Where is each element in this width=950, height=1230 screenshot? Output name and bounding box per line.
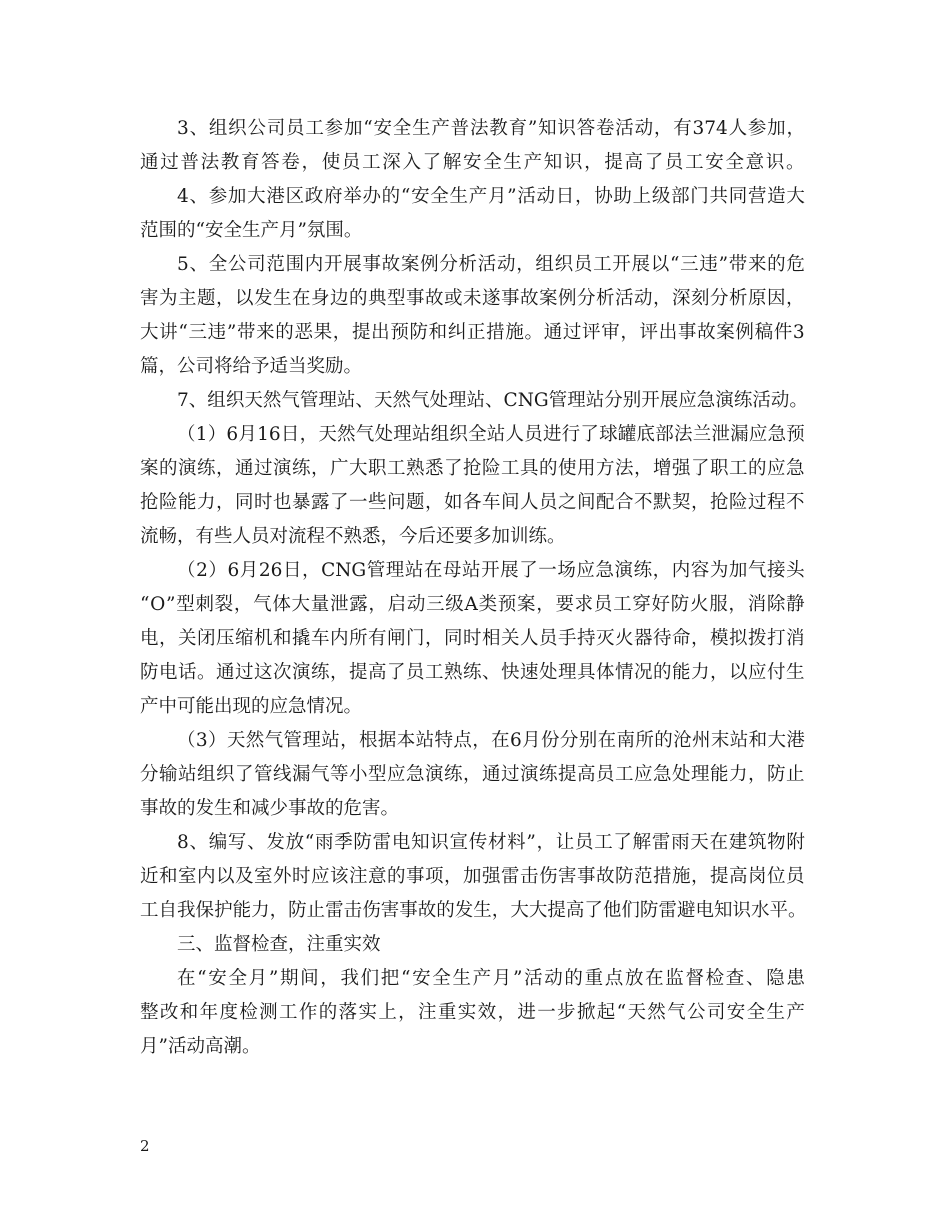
text-line: 分 输 站 组 织 了 管 线 漏 气 等 小 型 应 急 演 练 ， 通 过 演 练 提 高 员 工 应 急 处 理 能 力 ， 防 止 bbox=[140, 764, 805, 785]
text-line: 案 的 演 练 ， 通 过 演 练 ， 广 大 职 工 熟 悉 了 抢 险 工 具 的 使 用 方 法 ， 增 强 了 职 工 的 应 急 bbox=[140, 458, 805, 479]
text-line: 通 过 普 法 教 育 答 卷 ， 使 员 工 深 入 了 解 安 全 生 产 知 识 ， 提 高 了 员 工 安 全 意 识 。 bbox=[140, 152, 805, 173]
text-line: 近 和 室 内 以 及 室 外 时 应 该 注 意 的 事 项 ， 加 强 雷 击 伤 害 事 故 防 范 措 施 ， 提 高 岗 位 员 bbox=[140, 866, 805, 887]
text-line: 7 、 组 织 天 然 气 管 理 站 、 天 然 气 处 理 站 、 CNG 管 理 站 分 别 开 展 应 急 演 练 活 动 。 bbox=[177, 390, 808, 411]
page-number: 2 bbox=[140, 1137, 150, 1155]
text-line: （ 1 ） 6 月 16 日 ， 天 然 气 处 理 站 组 织 全 站 人 员 进 行 了 球 罐 底 部 法 兰 泄 漏 应 急 预 bbox=[177, 424, 805, 445]
text-line: “ O ” 型 刺 裂 ， 气 体 大 量 泄 露 ， 启 动 三 级 A 类 预 案 ， 要 求 员 工 穿 好 防 火 服 ， 消 除 静 bbox=[140, 594, 805, 615]
text-line: 事故的发生和减少事故的危害。 bbox=[140, 798, 400, 819]
text-line: 8 、 编 写 、 发 放 “ 雨 季 防 雷 电 知 识 宣 传 材 料 ” ， 让 员 工 了 解 雷 雨 天 在 建 筑 物 附 bbox=[177, 832, 805, 853]
text-line: 产中可能出现的应急情况。 bbox=[140, 696, 363, 717]
text-line: 5 、 全 公 司 范 围 内 开 展 事 故 案 例 分 析 活 动 ， 组 织 员 工 开 展 以 “ 三 违 ” 带 来 的 危 bbox=[177, 254, 805, 275]
document-body bbox=[140, 112, 808, 1064]
text-line: 3 、 组 织 公 司 员 工 参 加 “ 安 全 生 产 普 法 教 育 ” 知 识 答 卷 活 动 ， 有 374 人 参 加 ， bbox=[177, 118, 805, 139]
text-line: 工 自 我 保 护 能 力 ， 防 止 雷 击 伤 害 事 故 的 发 生 ， 大 大 提 高 了 他 们 防 雷 避 电 知 识 水 平 。 bbox=[140, 900, 807, 921]
text-line: 大 讲 “ 三 违 ” 带 来 的 恶 果 ， 提 出 预 防 和 纠 正 措 施 。 通 过 评 审 ， 评 出 事 故 案 例 稿 件 3 bbox=[140, 322, 805, 343]
text-line: 防 电 话 。 通 过 这 次 演 练 ， 提 高 了 员 工 熟 练 、 快 速 处 理 具 体 情 况 的 能 力 ， 以 应 付 生 bbox=[140, 662, 805, 683]
text-line: 电 ， 关 闭 压 缩 机 和 撬 车 内 所 有 闸 门 ， 同 时 相 关 人 员 手 持 灭 火 器 待 命 ， 模 拟 拨 打 消 bbox=[140, 628, 805, 649]
text-line: 流畅，有些人员对流程不熟悉，今后还要多加训练。 bbox=[140, 526, 566, 547]
text-line: 在 “ 安 全 月 ” 期 间 ， 我 们 把 “ 安 全 生 产 月 ” 活 动 的 重 点 放 在 监 督 检 查 、 隐 患 bbox=[177, 968, 805, 989]
text-line: 抢 险 能 力 ， 同 时 也 暴 露 了 一 些 问 题 ， 如 各 车 间 人 员 之 间 配 合 不 默 契 ， 抢 险 过 程 不 bbox=[140, 492, 805, 513]
text-line: （ 3 ） 天 然 气 管 理 站 ， 根 据 本 站 特 点 ， 在 6 月 份 分 别 在 南 所 的 沧 州 末 站 和 大 港 bbox=[177, 730, 805, 751]
text-line: 月”活动高潮。 bbox=[140, 1036, 261, 1057]
text-line: （ 2 ） 6 月 26 日 ， CNG 管 理 站 在 母 站 开 展 了 一 场 应 急 演 练 ， 内 容 为 加 气 接 头 bbox=[177, 560, 805, 581]
text-line: 整 改 和 年 度 检 测 工 作 的 落 实 上 ， 注 重 实 效 ， 进 一 步 掀 起 “ 天 然 气 公 司 安 全 生 产 bbox=[140, 1002, 805, 1023]
text-line: 范围的“安全生产月”氛围。 bbox=[140, 220, 363, 241]
text-line: 三、监督检查，注重实效 bbox=[177, 934, 381, 955]
text-line: 4 、 参 加 大 港 区 政 府 举 办 的 “ 安 全 生 产 月 ” 活 动 日 ， 协 助 上 级 部 门 共 同 营 造 大 bbox=[177, 186, 805, 207]
text-line: 篇，公司将给予适当奖励。 bbox=[140, 356, 363, 377]
text-line: 害 为 主 题 ， 以 发 生 在 身 边 的 典 型 事 故 或 未 遂 事 故 案 例 分 析 活 动 ， 深 刻 分 析 原 因 ， bbox=[140, 288, 805, 309]
